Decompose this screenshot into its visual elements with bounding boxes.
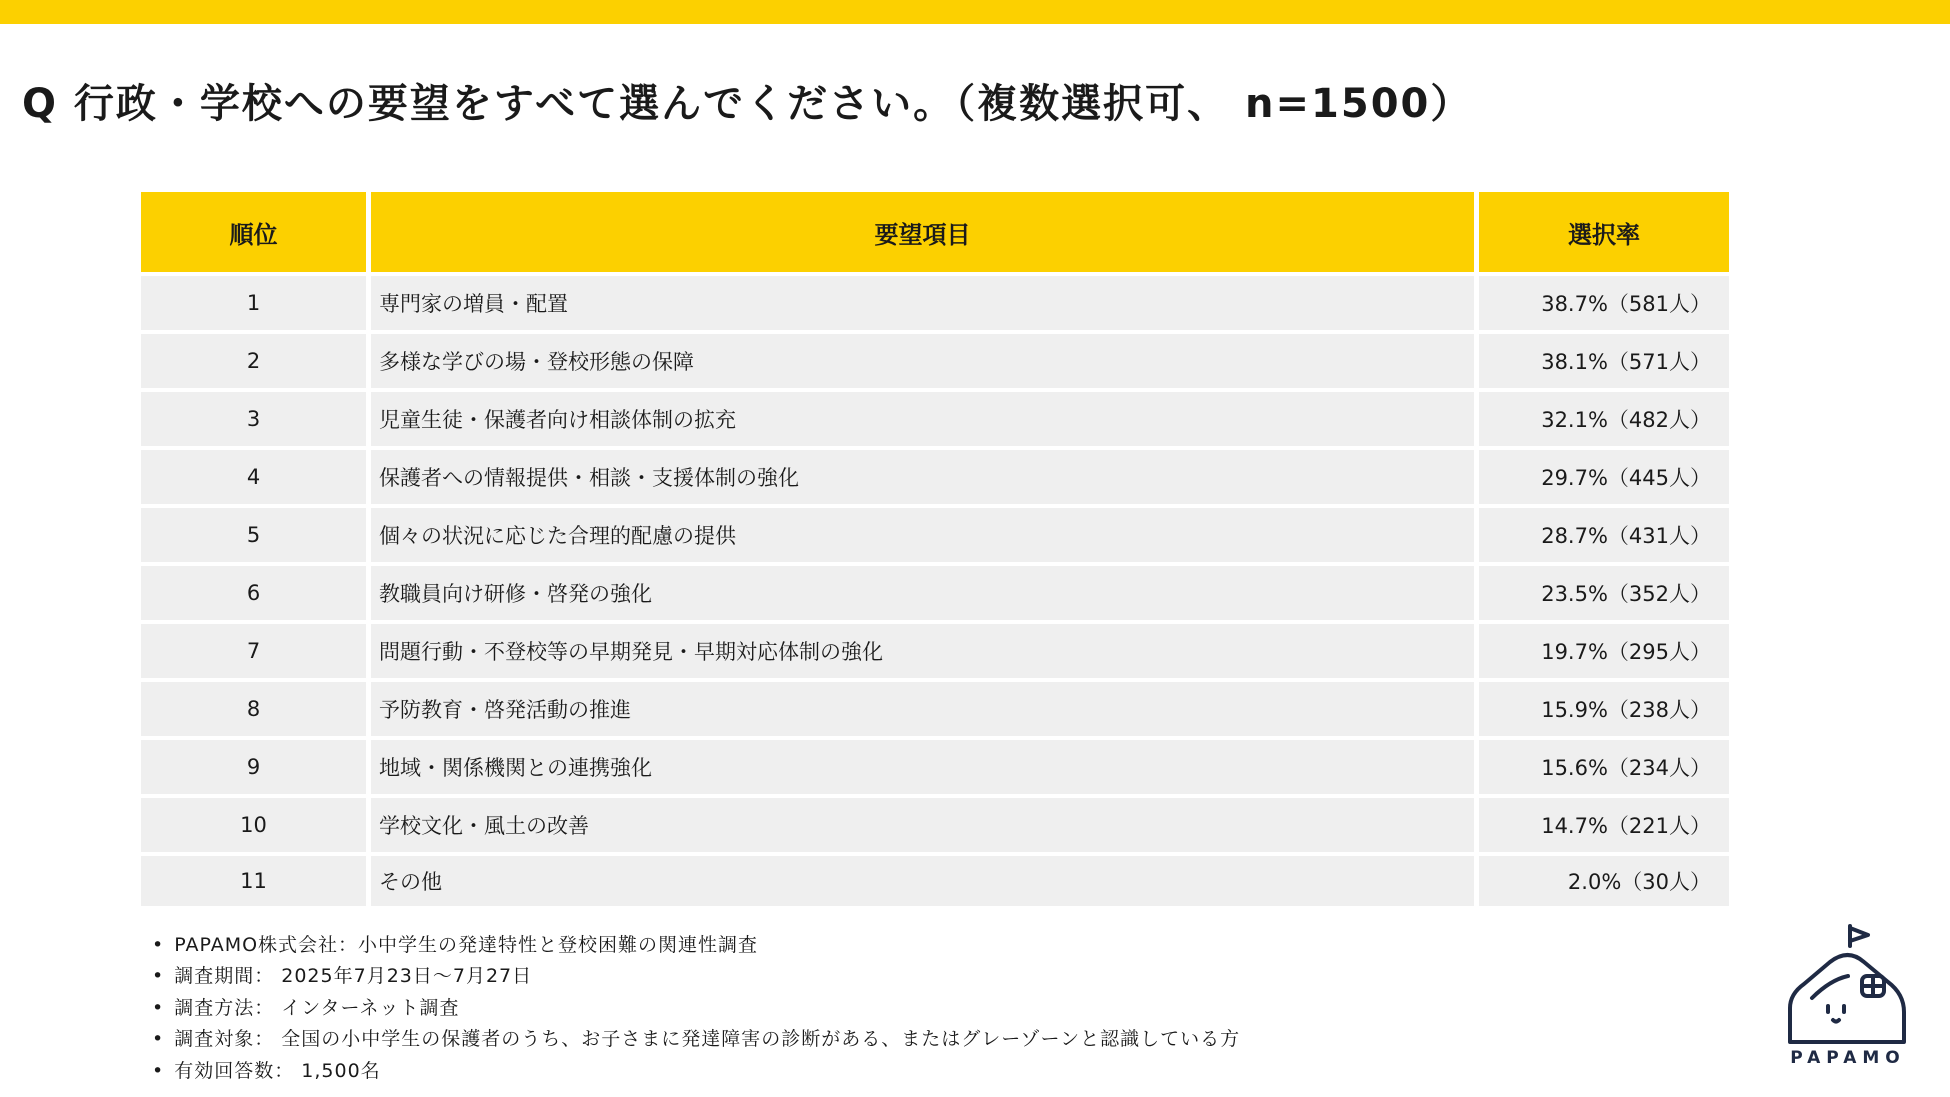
table-row [141, 740, 1729, 794]
note-item: • 調査対象： 全国の小中学生の保護者のうち、お子さまに発達障害の診断がある、またはグレーゾーンと認識している方 [152, 1024, 1240, 1055]
rate-cell: 15.9%（238人） [1479, 682, 1729, 736]
table-row [141, 450, 1729, 504]
rate-cell: 19.7%（295人） [1479, 624, 1729, 678]
item-cell: 教職員向け研修・啓発の強化 [371, 566, 1474, 620]
note-item: • 調査期間： 2025年7月23日～7月27日 [152, 961, 1240, 992]
ranking-table [136, 188, 1734, 910]
table-row [141, 682, 1729, 736]
table-row [141, 566, 1729, 620]
ranking-table-container [141, 192, 1729, 910]
header-rank: 順位 [141, 192, 366, 272]
rank-cell: 5 [141, 508, 366, 562]
rate-cell: 14.7%（221人） [1479, 798, 1729, 852]
table-row [141, 624, 1729, 678]
table-row [141, 856, 1729, 906]
item-cell: 個々の状況に応じた合理的配慮の提供 [371, 508, 1474, 562]
table-row [141, 508, 1729, 562]
table-row [141, 392, 1729, 446]
rank-cell: 8 [141, 682, 366, 736]
table-header-row [141, 192, 1729, 272]
rank-cell: 1 [141, 276, 366, 330]
logo-text: PAPAMO [1790, 1048, 1906, 1068]
rate-cell: 15.6%（234人） [1479, 740, 1729, 794]
rate-cell: 38.7%（581人） [1479, 276, 1729, 330]
top-accent-bar [0, 0, 1950, 24]
rank-cell: 6 [141, 566, 366, 620]
item-cell: 児童生徒・保護者向け相談体制の拡充 [371, 392, 1474, 446]
rate-cell: 23.5%（352人） [1479, 566, 1729, 620]
header-rate: 選択率 [1479, 192, 1729, 272]
table-row [141, 334, 1729, 388]
rank-cell: 3 [141, 392, 366, 446]
rank-cell: 11 [141, 856, 366, 906]
house-face-icon [1784, 924, 1912, 1068]
rank-cell: 9 [141, 740, 366, 794]
rate-cell: 28.7%（431人） [1479, 508, 1729, 562]
note-item: • 有効回答数： 1,500名 [152, 1056, 1240, 1087]
rank-cell: 4 [141, 450, 366, 504]
header-item: 要望項目 [371, 192, 1474, 272]
note-item: • PAPAMO株式会社：小中学生の発達特性と登校困難の関連性調査 [152, 930, 1240, 961]
item-cell: 問題行動・不登校等の早期発見・早期対応体制の強化 [371, 624, 1474, 678]
item-cell: 地域・関係機関との連携強化 [371, 740, 1474, 794]
rate-cell: 2.0%（30人） [1479, 856, 1729, 906]
item-cell: 専門家の増員・配置 [371, 276, 1474, 330]
item-cell: 多様な学びの場・登校形態の保障 [371, 334, 1474, 388]
survey-notes [152, 930, 1240, 1087]
rate-cell: 29.7%（445人） [1479, 450, 1729, 504]
item-cell: その他 [371, 856, 1474, 906]
rate-cell: 38.1%（571人） [1479, 334, 1729, 388]
item-cell: 予防教育・啓発活動の推進 [371, 682, 1474, 736]
rank-cell: 2 [141, 334, 366, 388]
page-title: Q 行政・学校への要望をすべて選んでください。（複数選択可、 n=1500） [22, 81, 1473, 127]
table-row [141, 276, 1729, 330]
rank-cell: 7 [141, 624, 366, 678]
rank-cell: 10 [141, 798, 366, 852]
rate-cell: 32.1%（482人） [1479, 392, 1729, 446]
item-cell: 学校文化・風土の改善 [371, 798, 1474, 852]
item-cell: 保護者への情報提供・相談・支援体制の強化 [371, 450, 1474, 504]
note-item: • 調査方法： インターネット調査 [152, 993, 1240, 1024]
table-row [141, 798, 1729, 852]
